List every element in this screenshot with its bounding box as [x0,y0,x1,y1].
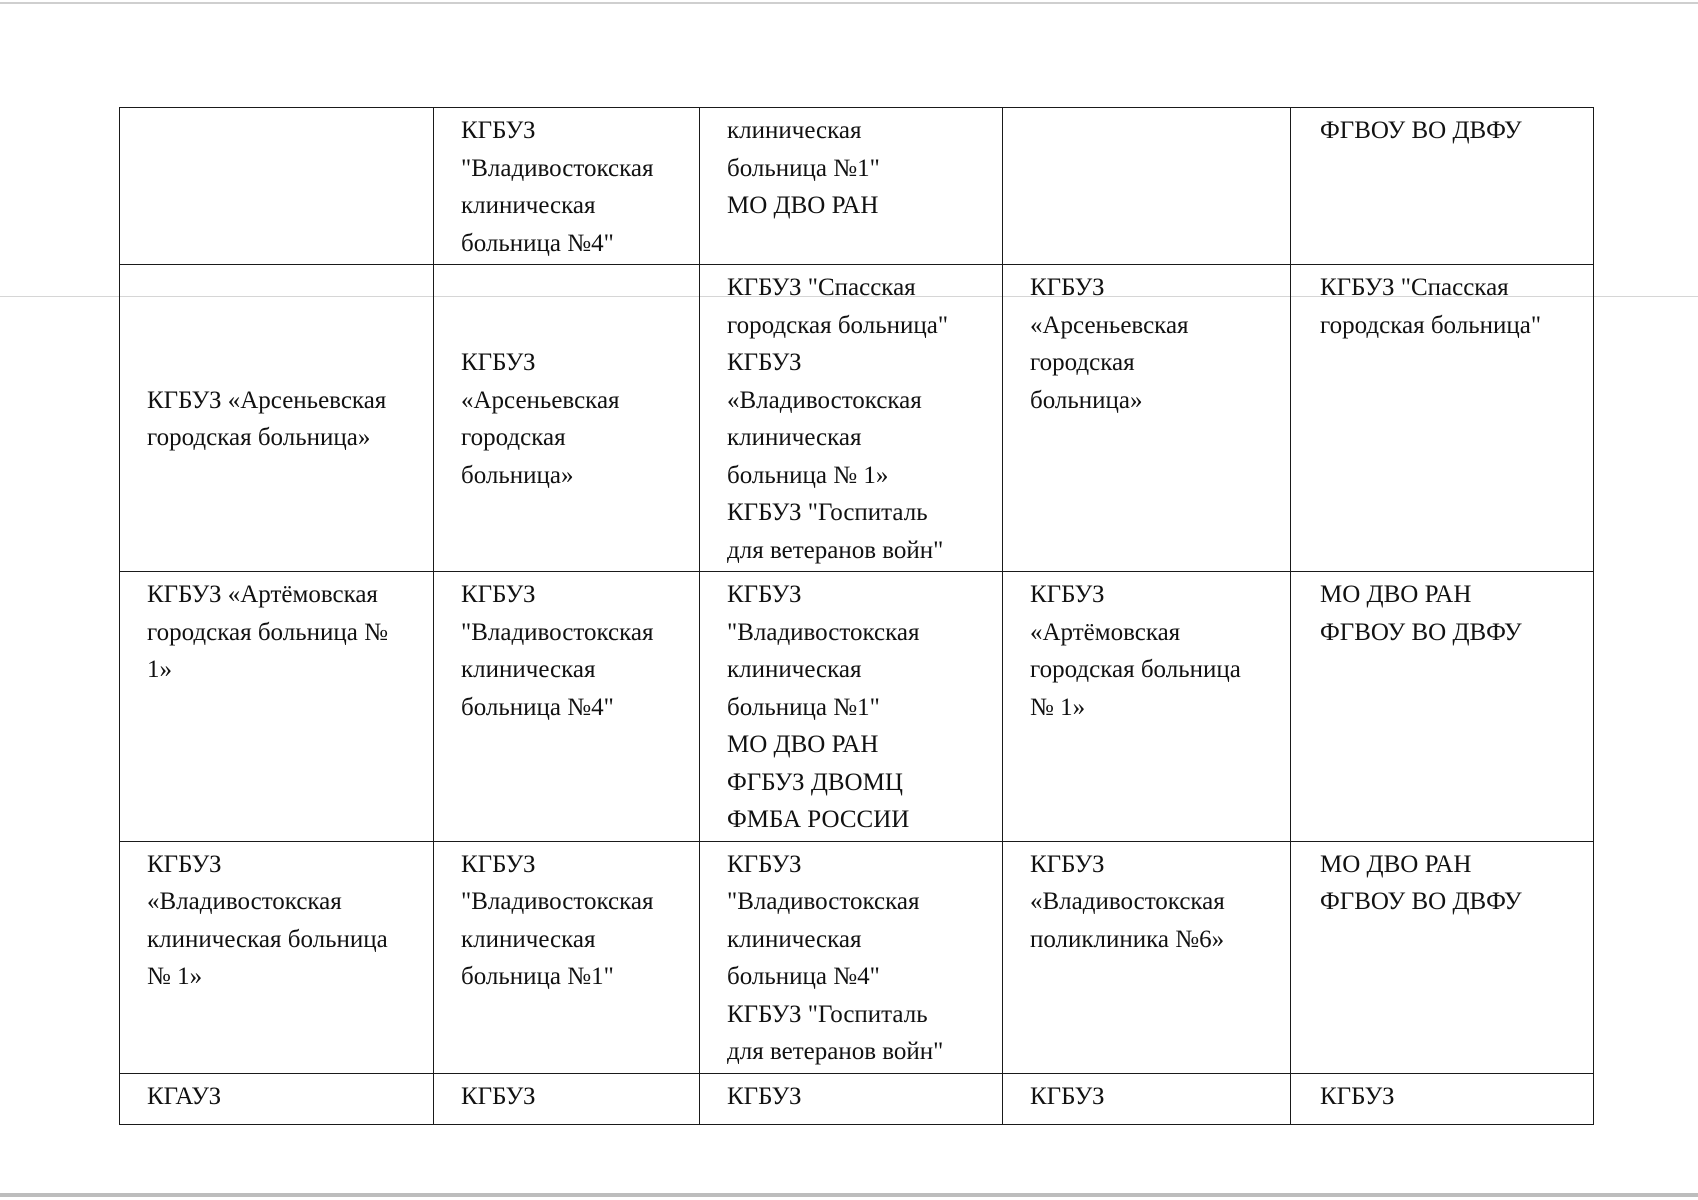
institutions-table [119,107,1594,1125]
table-cell: КГБУЗ "Владивостокская клиническая больница №4" [434,572,700,842]
table-cell: КГБУЗ "Спасская городская больница" КГБУЗ «Владивостокская клиническая больница № 1» КГБУЗ "Госпиталь для ветеранов войн" [700,265,1003,572]
table-row [120,265,1594,572]
table-cell: КГБУЗ «Арсеньевская городская больница» [120,265,434,572]
table-row [120,572,1594,842]
table-cell: КГБУЗ [434,1073,700,1124]
table-cell: клиническая больница №1" МО ДВО РАН [700,108,1003,265]
table-cell: КГБУЗ «Арсеньевская городская больница» [434,265,700,572]
table-cell: КГБУЗ "Владивостокская клиническая больница №4" [434,108,700,265]
table-cell: МО ДВО РАН ФГВОУ ВО ДВФУ [1291,841,1594,1073]
scan-edge-bottom [0,1193,1698,1197]
table-cell: КГБУЗ «Артёмовская городская больница № 1» [120,572,434,842]
table-cell: ФГВОУ ВО ДВФУ [1291,108,1594,265]
table-cell: КГБУЗ [1003,1073,1291,1124]
table-row [120,841,1594,1073]
table-cell: КГБУЗ [700,1073,1003,1124]
table-cell: КГБУЗ "Владивостокская клиническая больница №1" [434,841,700,1073]
table-cell: КГБУЗ «Артёмовская городская больница № 1» [1003,572,1291,842]
scan-edge-top [0,2,1698,4]
table-cell: КГБУЗ «Владивостокская клиническая больница № 1» [120,841,434,1073]
table-cell: КГБУЗ "Владивостокская клиническая больница №1" МО ДВО РАН ФГБУЗ ДВОМЦ ФМБА РОССИИ [700,572,1003,842]
table-cell: КГБУЗ [1291,1073,1594,1124]
table-row [120,1073,1594,1124]
table-cell: КГБУЗ "Владивостокская клиническая больница №4" КГБУЗ "Госпиталь для ветеранов войн" [700,841,1003,1073]
table-cell: КГАУЗ [120,1073,434,1124]
table-cell: КГБУЗ «Владивостокская поликлиника №6» [1003,841,1291,1073]
table-cell: КГБУЗ "Спасская городская больница" [1291,265,1594,572]
table-row [120,108,1594,265]
table-cell [120,108,434,265]
table-cell: КГБУЗ «Арсеньевская городская больница» [1003,265,1291,572]
table-cell: МО ДВО РАН ФГВОУ ВО ДВФУ [1291,572,1594,842]
table-cell [1003,108,1291,265]
